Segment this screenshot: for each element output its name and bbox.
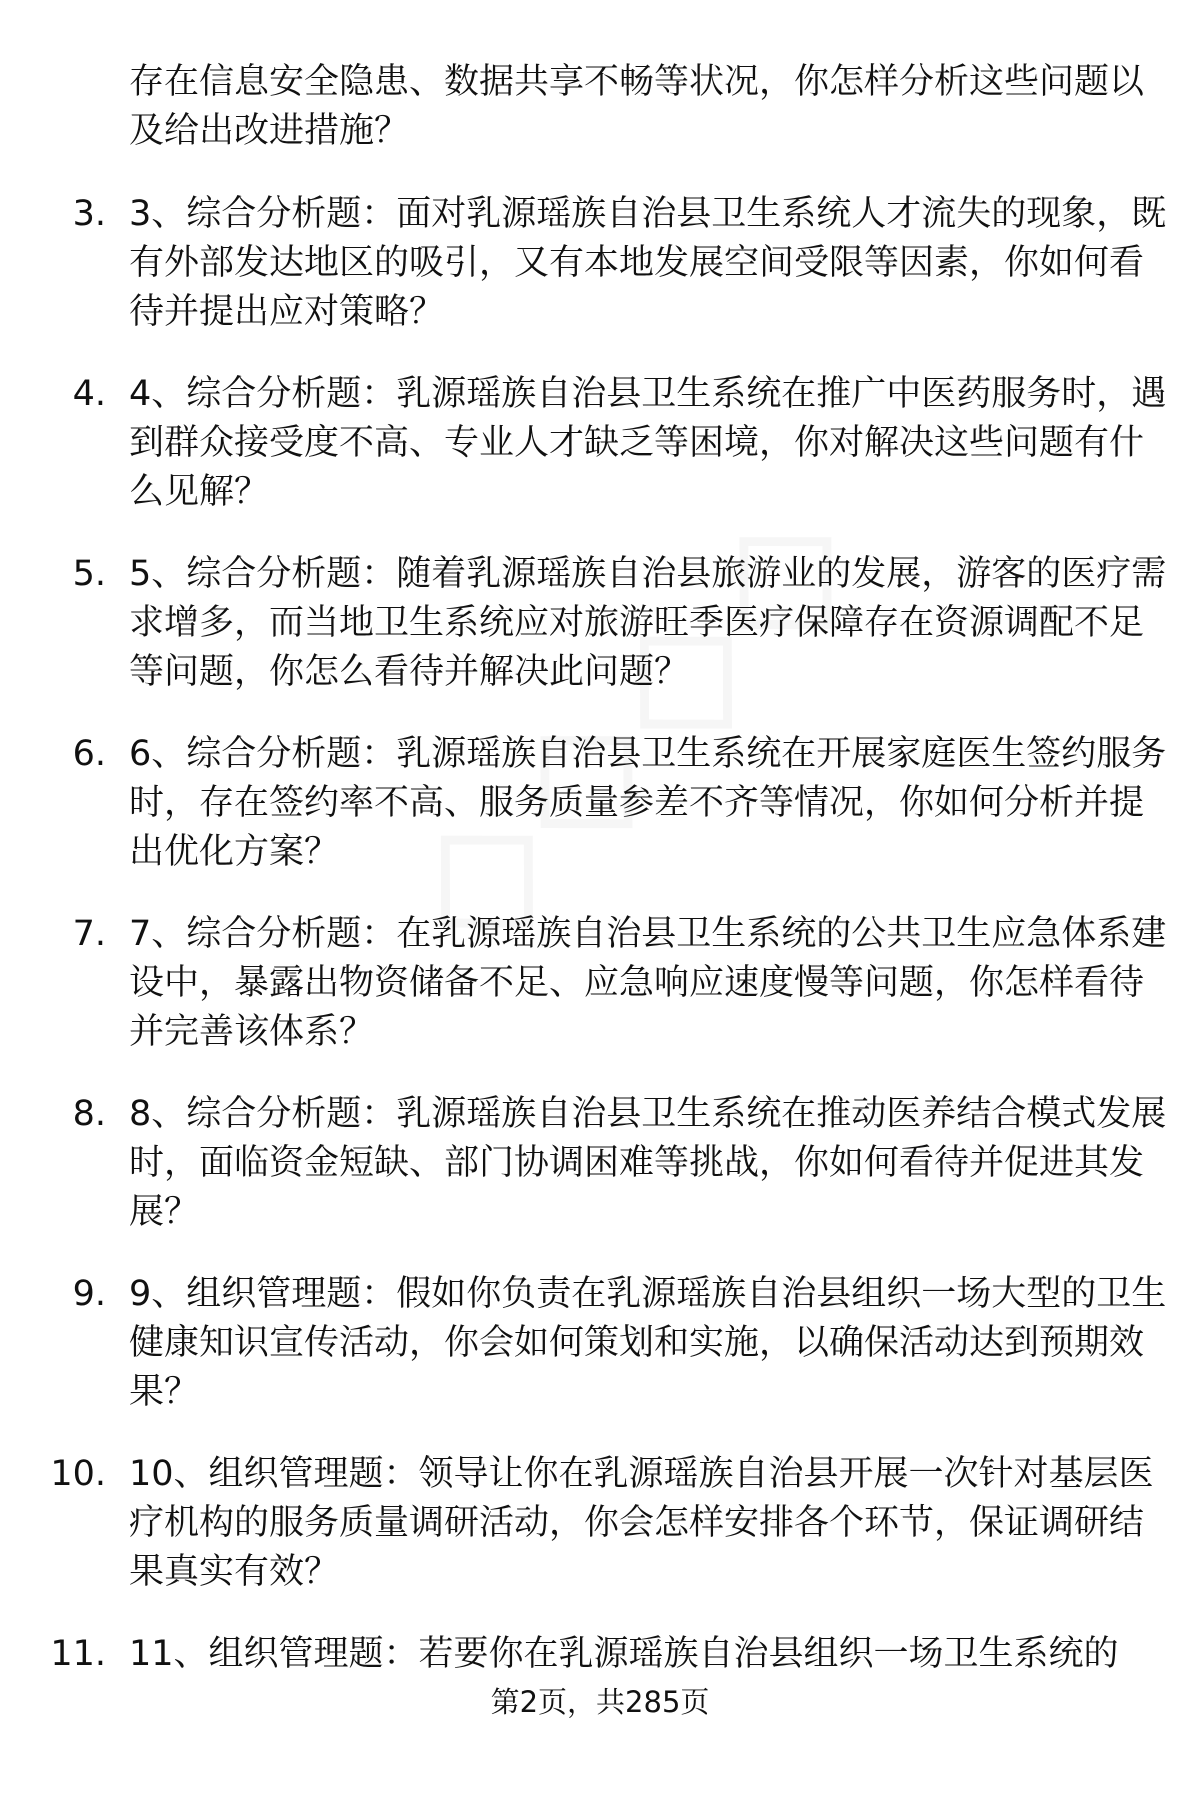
item-text: 10、组织管理题：领导让你在乳源瑶族自治县开展一次针对基层医疗机构的服务质量调研活动，你会怎样安排各个环节，保证调研结果真实有效？ [129, 1454, 1154, 1592]
item-text: 8、综合分析题：乳源瑶族自治县卫生系统在推动医养结合模式发展时，面临资金短缺、部门协调困难等挑战，你如何看待并促进其发展？ [129, 1094, 1167, 1232]
item-text: 3、综合分析题：面对乳源瑶族自治县卫生系统人才流失的现象，既有外部发达地区的吸引，又有本地发展空间受限等因素，你如何看待并提出应对策略？ [129, 194, 1167, 332]
item-number: 3. [72, 194, 106, 234]
item-text: 7、综合分析题：在乳源瑶族自治县卫生系统的公共卫生应急体系建设中，暴露出物资储备不足、应急响应速度慢等问题，你怎样看待并完善该体系？ [129, 914, 1167, 1052]
item-text: 9、组织管理题：假如你负责在乳源瑶族自治县组织一场大型的卫生健康知识宣传活动，你会如何策划和实施，以确保活动达到预期效果？ [129, 1274, 1167, 1412]
item-number: 10. [50, 1454, 106, 1494]
item-text: 4、综合分析题：乳源瑶族自治县卫生系统在推广中医药服务时，遇到群众接受度不高、专业人才缺乏等困境，你对解决这些问题有什么见解？ [129, 374, 1167, 512]
list-item [0, 550, 1200, 730]
list-item [0, 1270, 1200, 1450]
continuation-paragraph: 存在信息安全隐患、数据共享不畅等状况，你怎样分析这些问题以及给出改进措施？ [129, 62, 1145, 151]
page-footer: 第2页，共285页 [490, 1685, 710, 1719]
list-item [0, 1090, 1200, 1270]
list-item [0, 1450, 1200, 1630]
list-item [0, 910, 1200, 1090]
item-text: 5、综合分析题：随着乳源瑶族自治县旅游业的发展，游客的医疗需求增多，而当地卫生系统应对旅游旺季医疗保障存在资源调配不足等问题，你怎么看待并解决此问题？ [129, 554, 1167, 692]
item-number: 7. [72, 914, 106, 954]
list-item [0, 190, 1200, 370]
list-item [0, 730, 1200, 910]
list-item [0, 370, 1200, 550]
item-number: 4. [72, 374, 106, 414]
item-number: 5. [72, 554, 106, 594]
item-number: 11. [50, 1634, 106, 1674]
item-text: 11、组织管理题：若要你在乳源瑶族自治县组织一场卫生系统的 [129, 1634, 1119, 1674]
question-list [0, 190, 1200, 1810]
item-text: 6、综合分析题：乳源瑶族自治县卫生系统在开展家庭医生签约服务时，存在签约率不高、服务质量参差不齐等情况，你如何分析并提出优化方案？ [129, 734, 1167, 872]
item-number: 9. [72, 1274, 106, 1314]
item-number: 8. [72, 1094, 106, 1134]
item-number: 6. [72, 734, 106, 774]
